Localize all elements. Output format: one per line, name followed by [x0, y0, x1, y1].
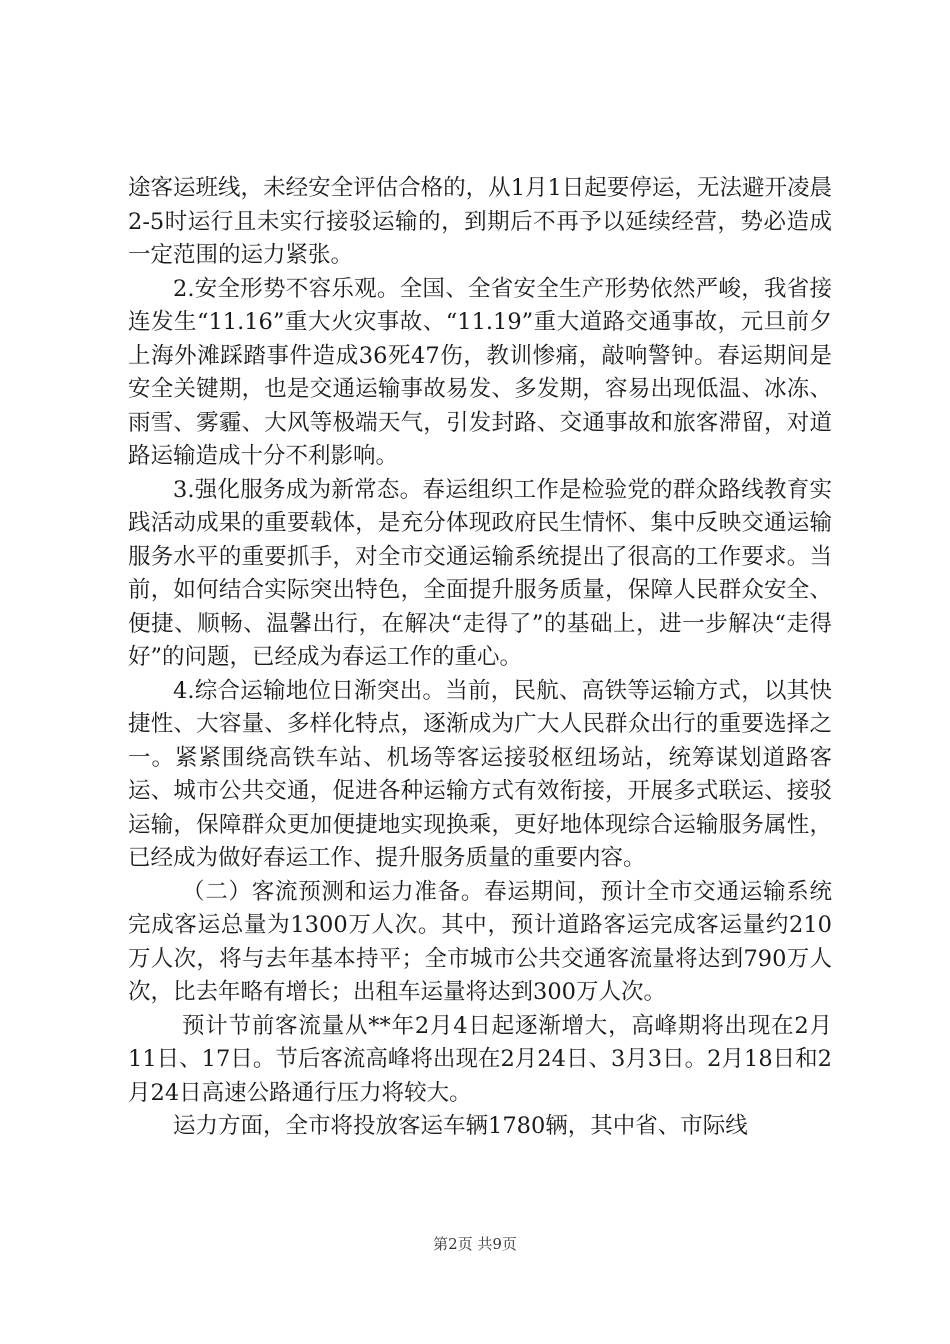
- paragraph-peak-forecast: 预计节前客流量从**年2月4日起逐渐增大，高峰期将出现在2月11日、17日。节后客流高峰将出现在2月24日、3月3日。2月18日和2月24日高速公路通行压力将较大。: [128, 1012, 832, 1106]
- paragraph-service-strengthening: 3.强化服务成为新常态。春运组织工作是检验党的群众路线教育实践活动成果的重要载体，是充分体现政府民生情怀、集中反映交通运输服务水平的重要抓手，对全市交通运输系统提出了很高的工作要求。当前，如何结合实际突出特色，全面提升服务质量，保障人民群众安全、便捷、顺畅、温馨出行，在解决“走得了”的基础上，进一步解决“走得好”的问题，已经成为春运工作的重心。: [128, 476, 832, 670]
- paragraph-safety-situation: 2.安全形势不容乐观。全国、全省安全生产形势依然严峻，我省接连发生“11.16”重大火灾事故、“11.19”重大道路交通事故，元旦前夕上海外滩踩踏事件造成36死47伤，教训惨痛，敲响警钟。春运期间是安全关键期，也是交通运输事故易发、多发期，容易出现低温、冰冻、雨雪、雾霾、大风等极端天气，引发封路、交通事故和旅客滞留，对道路运输造成十分不利影响。: [128, 275, 832, 469]
- paragraph-capacity: 运力方面，全市将投放客运车辆1780辆，其中省、市际线: [173, 1113, 748, 1139]
- paragraph-passenger-forecast: （二）客流预测和运力准备。春运期间，预计全市交通运输系统完成客运总量为1300万人次。其中，预计道路客运完成客运量约210万人次，将与去年基本持平；全市城市公共交通客流量将达到790万人次，比去年略有增长；出租车运量将达到300万人次。: [128, 878, 832, 1005]
- paragraph-continuation: 途客运班线，未经安全评估合格的，从1月1日起要停运，无法避开凌晨2-5时运行且未实行接驳运输的，到期后不再予以延续经营，势必造成一定范围的运力紧张。: [128, 175, 832, 268]
- document-body: [128, 172, 832, 1144]
- paragraph-integrated-transport: 4.综合运输地位日渐突出。当前，民航、高铁等运输方式，以其快捷性、大容量、多样化特点，逐渐成为广大人民群众出行的重要选择之一。紧紧围绕高铁车站、机场等客运接驳枢纽场站，统筹谋划道路客运、城市公共交通，促进各种运输方式有效衔接，开展多式联运、接驳运输，保障群众更加便捷地实现换乘，更好地体现综合运输服务属性，已经成为做好春运工作、提升服务质量的重要内容。: [128, 677, 832, 871]
- page-number: 第2页 共9页: [433, 1235, 517, 1253]
- page-footer: [0, 1233, 950, 1254]
